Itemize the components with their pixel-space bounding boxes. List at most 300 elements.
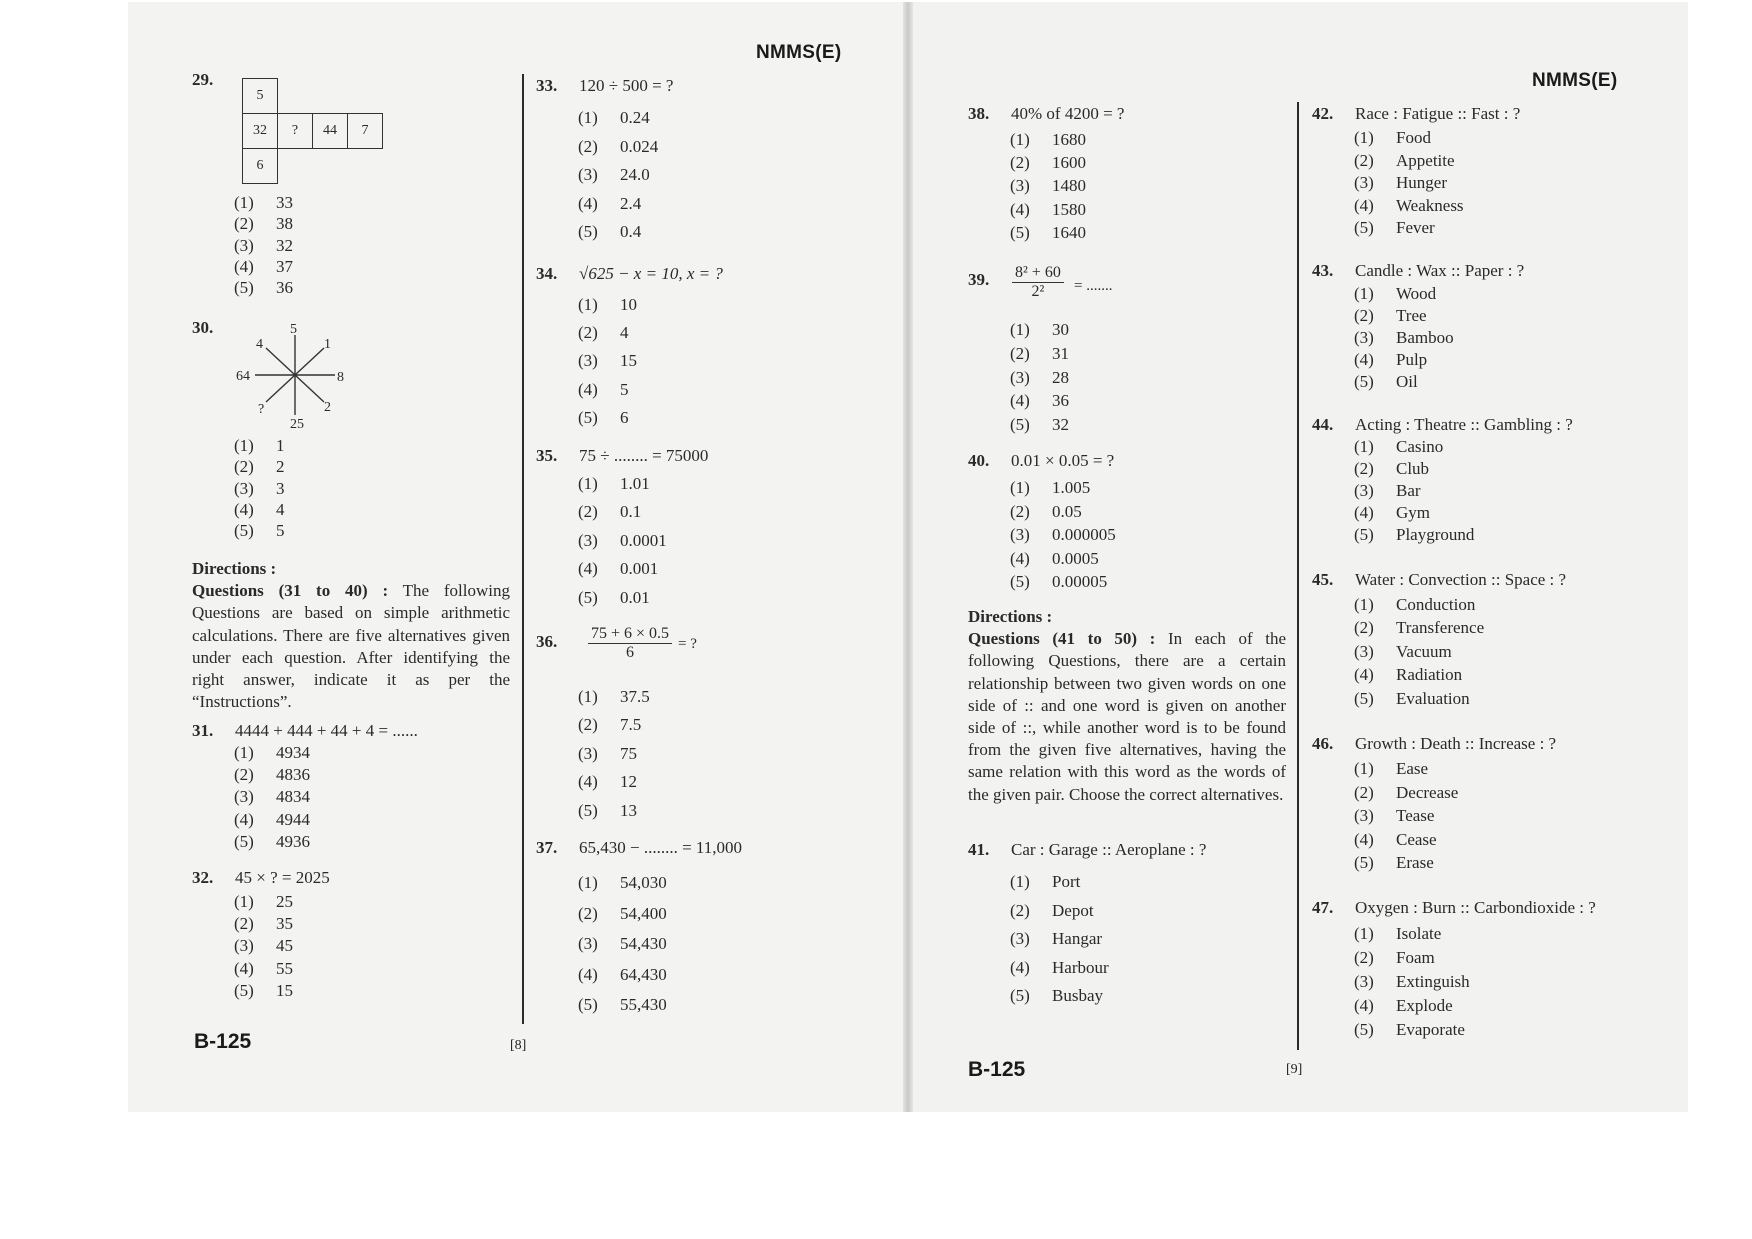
- option[interactable]: [1354, 172, 1464, 195]
- option-value: 15: [620, 351, 637, 371]
- option-value: Transference: [1396, 618, 1485, 638]
- option-value: 64,430: [620, 964, 667, 984]
- question-text: 45 × ? = 2025: [235, 868, 330, 887]
- option-value: 33: [276, 193, 293, 212]
- option-value: 13: [620, 800, 637, 820]
- question-text: √625 − x = 10, x = ?: [579, 264, 723, 283]
- option-value: Radiation: [1396, 665, 1463, 685]
- option[interactable]: [1354, 217, 1464, 240]
- option[interactable]: [1354, 804, 1458, 828]
- option[interactable]: [578, 868, 667, 899]
- option-number: (5): [1354, 688, 1374, 708]
- option-number: (5): [1354, 853, 1374, 873]
- option-value: Busbay: [1052, 986, 1103, 1005]
- option[interactable]: [1354, 327, 1454, 349]
- option[interactable]: [1010, 366, 1069, 390]
- option-number: (3): [1354, 806, 1374, 826]
- option[interactable]: [1010, 198, 1086, 221]
- option[interactable]: [234, 520, 285, 541]
- option[interactable]: [1354, 640, 1484, 663]
- option-value: Tree: [1396, 306, 1427, 325]
- option-value: Tease: [1396, 806, 1435, 826]
- question-text: Growth : Death :: Increase : ?: [1355, 734, 1557, 753]
- option-value: Hangar: [1052, 929, 1103, 948]
- option-number: (2): [1354, 948, 1374, 967]
- option[interactable]: [1010, 925, 1109, 954]
- option-number: (2): [1354, 459, 1374, 478]
- option-value: Decrease: [1396, 782, 1459, 802]
- option[interactable]: [578, 797, 650, 825]
- option[interactable]: [234, 935, 293, 957]
- option-number: (4): [578, 379, 598, 399]
- options-list: [234, 891, 293, 1002]
- option-value: 4: [620, 323, 629, 343]
- option-value: Evaporate: [1396, 1020, 1465, 1039]
- options-list: [1354, 283, 1454, 393]
- option-value: Club: [1396, 459, 1430, 478]
- option-value: 1480: [1052, 176, 1086, 196]
- option-number: (2): [578, 323, 598, 343]
- option[interactable]: [578, 768, 650, 796]
- option-number: (1): [1354, 924, 1374, 943]
- option-value: 75: [620, 743, 637, 763]
- option[interactable]: [578, 960, 667, 991]
- option[interactable]: [234, 213, 293, 234]
- option-value: 54,430: [620, 934, 667, 953]
- question-number: 39.: [968, 270, 990, 289]
- option-value: Wood: [1396, 284, 1437, 303]
- option-value: 0.00005: [1052, 572, 1108, 592]
- option-number: (5): [234, 278, 254, 298]
- option-value: Oil: [1396, 372, 1418, 391]
- option-value: 30: [1052, 320, 1069, 339]
- option[interactable]: [1354, 283, 1454, 305]
- option-value: 2.4: [620, 193, 642, 213]
- option-number: (3): [578, 165, 598, 184]
- option-number: (1): [578, 295, 598, 314]
- option[interactable]: [578, 555, 667, 583]
- option-number: (4): [1010, 391, 1030, 411]
- option-number: (5): [578, 407, 598, 427]
- option[interactable]: [578, 218, 658, 247]
- option-number: (5): [1354, 525, 1374, 544]
- page-number: [8]: [510, 1038, 527, 1053]
- options-list: [1354, 127, 1464, 240]
- option[interactable]: [234, 786, 310, 808]
- option-number: (1): [1010, 478, 1030, 497]
- options-list: [578, 470, 667, 612]
- directions-lead: Questions (31 to 40) :: [192, 581, 389, 601]
- option-number: (4): [234, 256, 254, 276]
- option-number: (1): [1354, 284, 1374, 303]
- option[interactable]: [578, 161, 658, 190]
- option-value: Depot: [1052, 900, 1094, 920]
- option[interactable]: [578, 711, 650, 739]
- option[interactable]: [578, 683, 650, 711]
- question-number: 32.: [192, 868, 214, 887]
- option-value: Ease: [1396, 759, 1429, 778]
- option[interactable]: [578, 319, 637, 347]
- option-number: (2): [1010, 153, 1030, 173]
- option-value: 3: [276, 478, 285, 498]
- option[interactable]: [1010, 389, 1069, 413]
- options-list: [578, 868, 667, 1021]
- option-value: Appetite: [1396, 150, 1455, 170]
- option[interactable]: [1354, 349, 1454, 371]
- option-value: Hunger: [1396, 173, 1447, 193]
- option[interactable]: [1354, 127, 1464, 150]
- grid-cell: 44: [312, 113, 348, 149]
- option-number: (1): [578, 687, 598, 706]
- question-number: 33.: [536, 76, 558, 95]
- option-value: 1640: [1052, 222, 1086, 242]
- option[interactable]: [1010, 342, 1069, 366]
- option[interactable]: [1354, 524, 1474, 546]
- option-number: (2): [1354, 306, 1374, 325]
- option-value: 4: [276, 499, 285, 519]
- option-number: (3): [578, 934, 598, 953]
- option-value: Isolate: [1396, 924, 1442, 943]
- option-number: (5): [578, 587, 598, 607]
- option-number: (4): [234, 958, 254, 978]
- option-number: (5): [1354, 218, 1374, 238]
- option-value: 36: [1052, 391, 1069, 411]
- option[interactable]: [234, 277, 293, 298]
- option-value: 36: [276, 278, 293, 298]
- option-number: (3): [1010, 929, 1030, 948]
- options-list: [578, 683, 650, 825]
- option-number: (1): [234, 436, 254, 455]
- option-number: (4): [1354, 665, 1374, 685]
- option[interactable]: [234, 764, 310, 786]
- options-list: [1354, 922, 1470, 1042]
- option[interactable]: [578, 527, 667, 555]
- question-text: 40% of 4200 = ?: [1011, 104, 1125, 123]
- option[interactable]: [1354, 616, 1484, 639]
- option-value: 1680: [1052, 130, 1086, 149]
- option[interactable]: [234, 958, 293, 980]
- option-value: Cease: [1396, 829, 1437, 849]
- option-number: (5): [578, 995, 598, 1014]
- question-number: 43.: [1312, 261, 1334, 280]
- option[interactable]: [578, 404, 637, 432]
- option-value: 0.05: [1052, 501, 1082, 521]
- option[interactable]: [1354, 371, 1454, 393]
- option[interactable]: [1354, 195, 1464, 218]
- option-value: 1580: [1052, 199, 1086, 219]
- option[interactable]: [1010, 954, 1109, 983]
- question-number: 35.: [536, 446, 558, 465]
- option-value: 1600: [1052, 153, 1086, 173]
- option-number: (3): [578, 351, 598, 371]
- option[interactable]: [234, 435, 285, 456]
- option[interactable]: [1354, 946, 1470, 970]
- option[interactable]: [578, 291, 637, 319]
- option[interactable]: [1010, 523, 1116, 547]
- option-number: (4): [578, 772, 598, 792]
- option[interactable]: [1354, 593, 1484, 616]
- fraction-expression: [588, 625, 672, 662]
- option-number: (3): [234, 787, 254, 807]
- option[interactable]: [234, 809, 310, 831]
- option[interactable]: [1354, 970, 1470, 994]
- option[interactable]: [578, 990, 667, 1021]
- option-number: (1): [1354, 128, 1374, 147]
- question-tail: = ?: [678, 636, 697, 652]
- option[interactable]: [1354, 502, 1474, 524]
- option-number: (1): [234, 892, 254, 911]
- option-value: 1.01: [620, 474, 650, 493]
- option-number: (5): [1010, 572, 1030, 592]
- question-number: 37.: [536, 838, 558, 857]
- option-number: (4): [1354, 996, 1374, 1015]
- question-text: 65,430 − ........ = 11,000: [579, 838, 743, 857]
- option-value: 54,400: [620, 903, 667, 923]
- grid-cell: 7: [347, 113, 383, 149]
- option-number: (2): [578, 502, 598, 522]
- option-value: Bar: [1396, 481, 1421, 500]
- question-text: Water : Convection :: Space : ?: [1355, 570, 1567, 589]
- option-value: 0.0005: [1052, 548, 1099, 568]
- option[interactable]: [578, 899, 667, 930]
- option-number: (4): [1010, 199, 1030, 219]
- option-number: (3): [234, 478, 254, 498]
- option-number: (1): [578, 108, 598, 127]
- option[interactable]: [234, 913, 293, 935]
- option-value: Food: [1396, 128, 1431, 147]
- option-value: Foam: [1396, 948, 1435, 967]
- option[interactable]: [1010, 570, 1116, 594]
- option-value: 35: [276, 914, 293, 934]
- option-value: 0.001: [620, 559, 659, 579]
- option[interactable]: [578, 190, 658, 219]
- option[interactable]: [1354, 994, 1470, 1018]
- option[interactable]: [578, 104, 658, 133]
- option[interactable]: [1010, 174, 1086, 197]
- question-text: 4444 + 444 + 44 + 4 = ......: [235, 721, 418, 740]
- option-number: (4): [1354, 350, 1374, 369]
- option[interactable]: [234, 742, 310, 764]
- option-value: Erase: [1396, 853, 1434, 873]
- option-value: Pulp: [1396, 350, 1428, 369]
- directions-lead: Questions (41 to 50) :: [968, 629, 1156, 649]
- option-number: (5): [1010, 415, 1030, 435]
- question-text: 75 ÷ ........ = 75000: [579, 446, 709, 465]
- option[interactable]: [578, 133, 658, 162]
- options-list: [1010, 868, 1109, 1011]
- option-value: 25: [276, 892, 293, 911]
- option[interactable]: [1354, 922, 1470, 946]
- diagram-label: 5: [290, 322, 297, 337]
- option[interactable]: [1354, 458, 1474, 480]
- question-number: 45.: [1312, 570, 1334, 589]
- options-list: [1010, 476, 1116, 594]
- option[interactable]: [234, 499, 285, 520]
- option[interactable]: [1354, 436, 1474, 458]
- option-number: (3): [1010, 525, 1030, 545]
- option-number: (5): [1010, 222, 1030, 242]
- option-number: (5): [578, 800, 598, 820]
- option-value: 4834: [276, 787, 310, 807]
- option-value: 54,030: [620, 873, 667, 892]
- option[interactable]: [1010, 982, 1109, 1011]
- option-value: 37.5: [620, 687, 650, 706]
- option-number: (1): [234, 193, 254, 212]
- option[interactable]: [578, 584, 667, 612]
- option[interactable]: [234, 478, 285, 499]
- option-value: 10: [620, 295, 637, 314]
- option[interactable]: [1354, 851, 1458, 875]
- option-number: (1): [234, 743, 254, 762]
- option-value: Evaluation: [1396, 688, 1470, 708]
- option-number: (3): [1010, 367, 1030, 387]
- option-number: (2): [1354, 782, 1374, 802]
- option[interactable]: [1010, 547, 1116, 571]
- diagram-label: 64: [236, 369, 250, 384]
- option-value: 38: [276, 214, 293, 234]
- option-value: 37: [276, 256, 293, 276]
- option-value: 4934: [276, 743, 310, 762]
- option[interactable]: [578, 929, 667, 960]
- option-number: (2): [234, 914, 254, 934]
- option-number: (2): [1354, 150, 1374, 170]
- option[interactable]: [1010, 318, 1069, 342]
- option-number: (4): [578, 559, 598, 579]
- option-number: (1): [1010, 872, 1030, 891]
- fraction-expression: [1012, 264, 1064, 301]
- option[interactable]: [1354, 687, 1484, 710]
- option-number: (4): [234, 499, 254, 519]
- option-value: 55,430: [620, 995, 667, 1014]
- option-number: (3): [234, 235, 254, 255]
- diagram-label: 4: [256, 337, 263, 352]
- option-value: 0.1: [620, 502, 642, 522]
- option-number: (4): [1354, 195, 1374, 215]
- option[interactable]: [1354, 781, 1458, 805]
- directions-heading: Directions :: [192, 559, 277, 578]
- option[interactable]: [1354, 828, 1458, 852]
- option-value: 31: [1052, 343, 1069, 363]
- question-text: Race : Fatigue :: Fast : ?: [1355, 104, 1521, 123]
- option[interactable]: [1010, 476, 1116, 500]
- directions-text: In each of the following Questions, there are a certain relationship between two given words on one side of :: and one word is given on another side of ::, while another word is to be found from the given five alternatives, having the same relation with this word as the words of the given pair. Choose the correct alternatives.: [968, 629, 1286, 804]
- option[interactable]: [1354, 663, 1484, 686]
- option-value: Vacuum: [1396, 641, 1452, 661]
- option-number: (5): [1010, 986, 1030, 1005]
- option[interactable]: [234, 235, 293, 256]
- option-value: Extinguish: [1396, 972, 1470, 991]
- option-number: (5): [1354, 372, 1374, 391]
- option-value: 2: [276, 457, 285, 477]
- option-value: 1: [276, 436, 285, 455]
- option-number: (1): [1354, 437, 1374, 456]
- option-value: 4944: [276, 809, 310, 829]
- option[interactable]: [578, 470, 667, 498]
- question-number: 31.: [192, 721, 214, 740]
- option[interactable]: [578, 740, 650, 768]
- option-value: Playground: [1396, 525, 1475, 544]
- option-number: (2): [578, 903, 598, 923]
- option[interactable]: [578, 498, 667, 526]
- option-value: 4836: [276, 765, 310, 785]
- question-number: 44.: [1312, 415, 1334, 434]
- question-number: 42.: [1312, 104, 1334, 123]
- option-value: 6: [620, 407, 629, 427]
- option[interactable]: [234, 456, 285, 477]
- option[interactable]: [234, 256, 293, 277]
- option-value: Harbour: [1052, 957, 1109, 977]
- left-page-header: NMMS(E): [756, 42, 842, 63]
- question-text: 0.01 × 0.05 = ?: [1011, 451, 1115, 470]
- option[interactable]: [1010, 413, 1069, 437]
- option-number: (2): [234, 214, 254, 234]
- options-list: [578, 104, 658, 247]
- option[interactable]: [1354, 305, 1454, 327]
- option-number: (5): [1354, 1020, 1374, 1039]
- option[interactable]: [1354, 757, 1458, 781]
- option[interactable]: [1354, 150, 1464, 173]
- option[interactable]: [234, 980, 293, 1002]
- option[interactable]: [1354, 480, 1474, 502]
- option[interactable]: [1354, 1018, 1470, 1042]
- option-value: 1.005: [1052, 478, 1091, 497]
- option[interactable]: [234, 831, 310, 853]
- option-value: 45: [276, 936, 293, 956]
- question-number: 46.: [1312, 734, 1334, 753]
- option[interactable]: [234, 192, 293, 213]
- option[interactable]: [1010, 500, 1116, 524]
- option-number: (3): [578, 530, 598, 550]
- grid-cell: 32: [242, 113, 278, 149]
- option-value: 32: [1052, 415, 1069, 435]
- diagram-label: 2: [324, 400, 331, 415]
- options-list: [234, 742, 310, 853]
- question-text: Acting : Theatre :: Gambling : ?: [1355, 415, 1573, 434]
- option[interactable]: [1010, 128, 1086, 151]
- options-list: [1010, 318, 1069, 437]
- grid-cell: 6: [242, 148, 278, 184]
- option-number: (1): [578, 873, 598, 892]
- option[interactable]: [1010, 897, 1109, 926]
- option[interactable]: [1010, 151, 1086, 174]
- question-number: 47.: [1312, 898, 1334, 917]
- option-value: 0.024: [620, 136, 659, 156]
- directions-block: [968, 606, 1286, 806]
- option-value: 0.000005: [1052, 525, 1116, 545]
- option-number: (3): [1354, 173, 1374, 193]
- option-value: 7.5: [620, 715, 642, 735]
- option[interactable]: [578, 347, 637, 375]
- grid-cell: ?: [277, 113, 313, 149]
- right-page-header: NMMS(E): [1532, 70, 1618, 91]
- option-number: (2): [234, 765, 254, 785]
- option[interactable]: [234, 891, 293, 913]
- option-value: 24.0: [620, 165, 650, 184]
- option-number: (3): [1354, 328, 1374, 347]
- option[interactable]: [1010, 868, 1109, 897]
- option-value: Casino: [1396, 437, 1444, 456]
- question-number: 40.: [968, 451, 990, 470]
- option-number: (1): [1010, 320, 1030, 339]
- option-number: (1): [1354, 759, 1374, 778]
- page-number: [9]: [1286, 1062, 1303, 1077]
- option[interactable]: [578, 376, 637, 404]
- option-number: (3): [1354, 972, 1374, 991]
- directions-block: [192, 558, 510, 713]
- options-list: [234, 192, 293, 298]
- option[interactable]: [1010, 221, 1086, 244]
- option-number: (3): [1354, 641, 1374, 661]
